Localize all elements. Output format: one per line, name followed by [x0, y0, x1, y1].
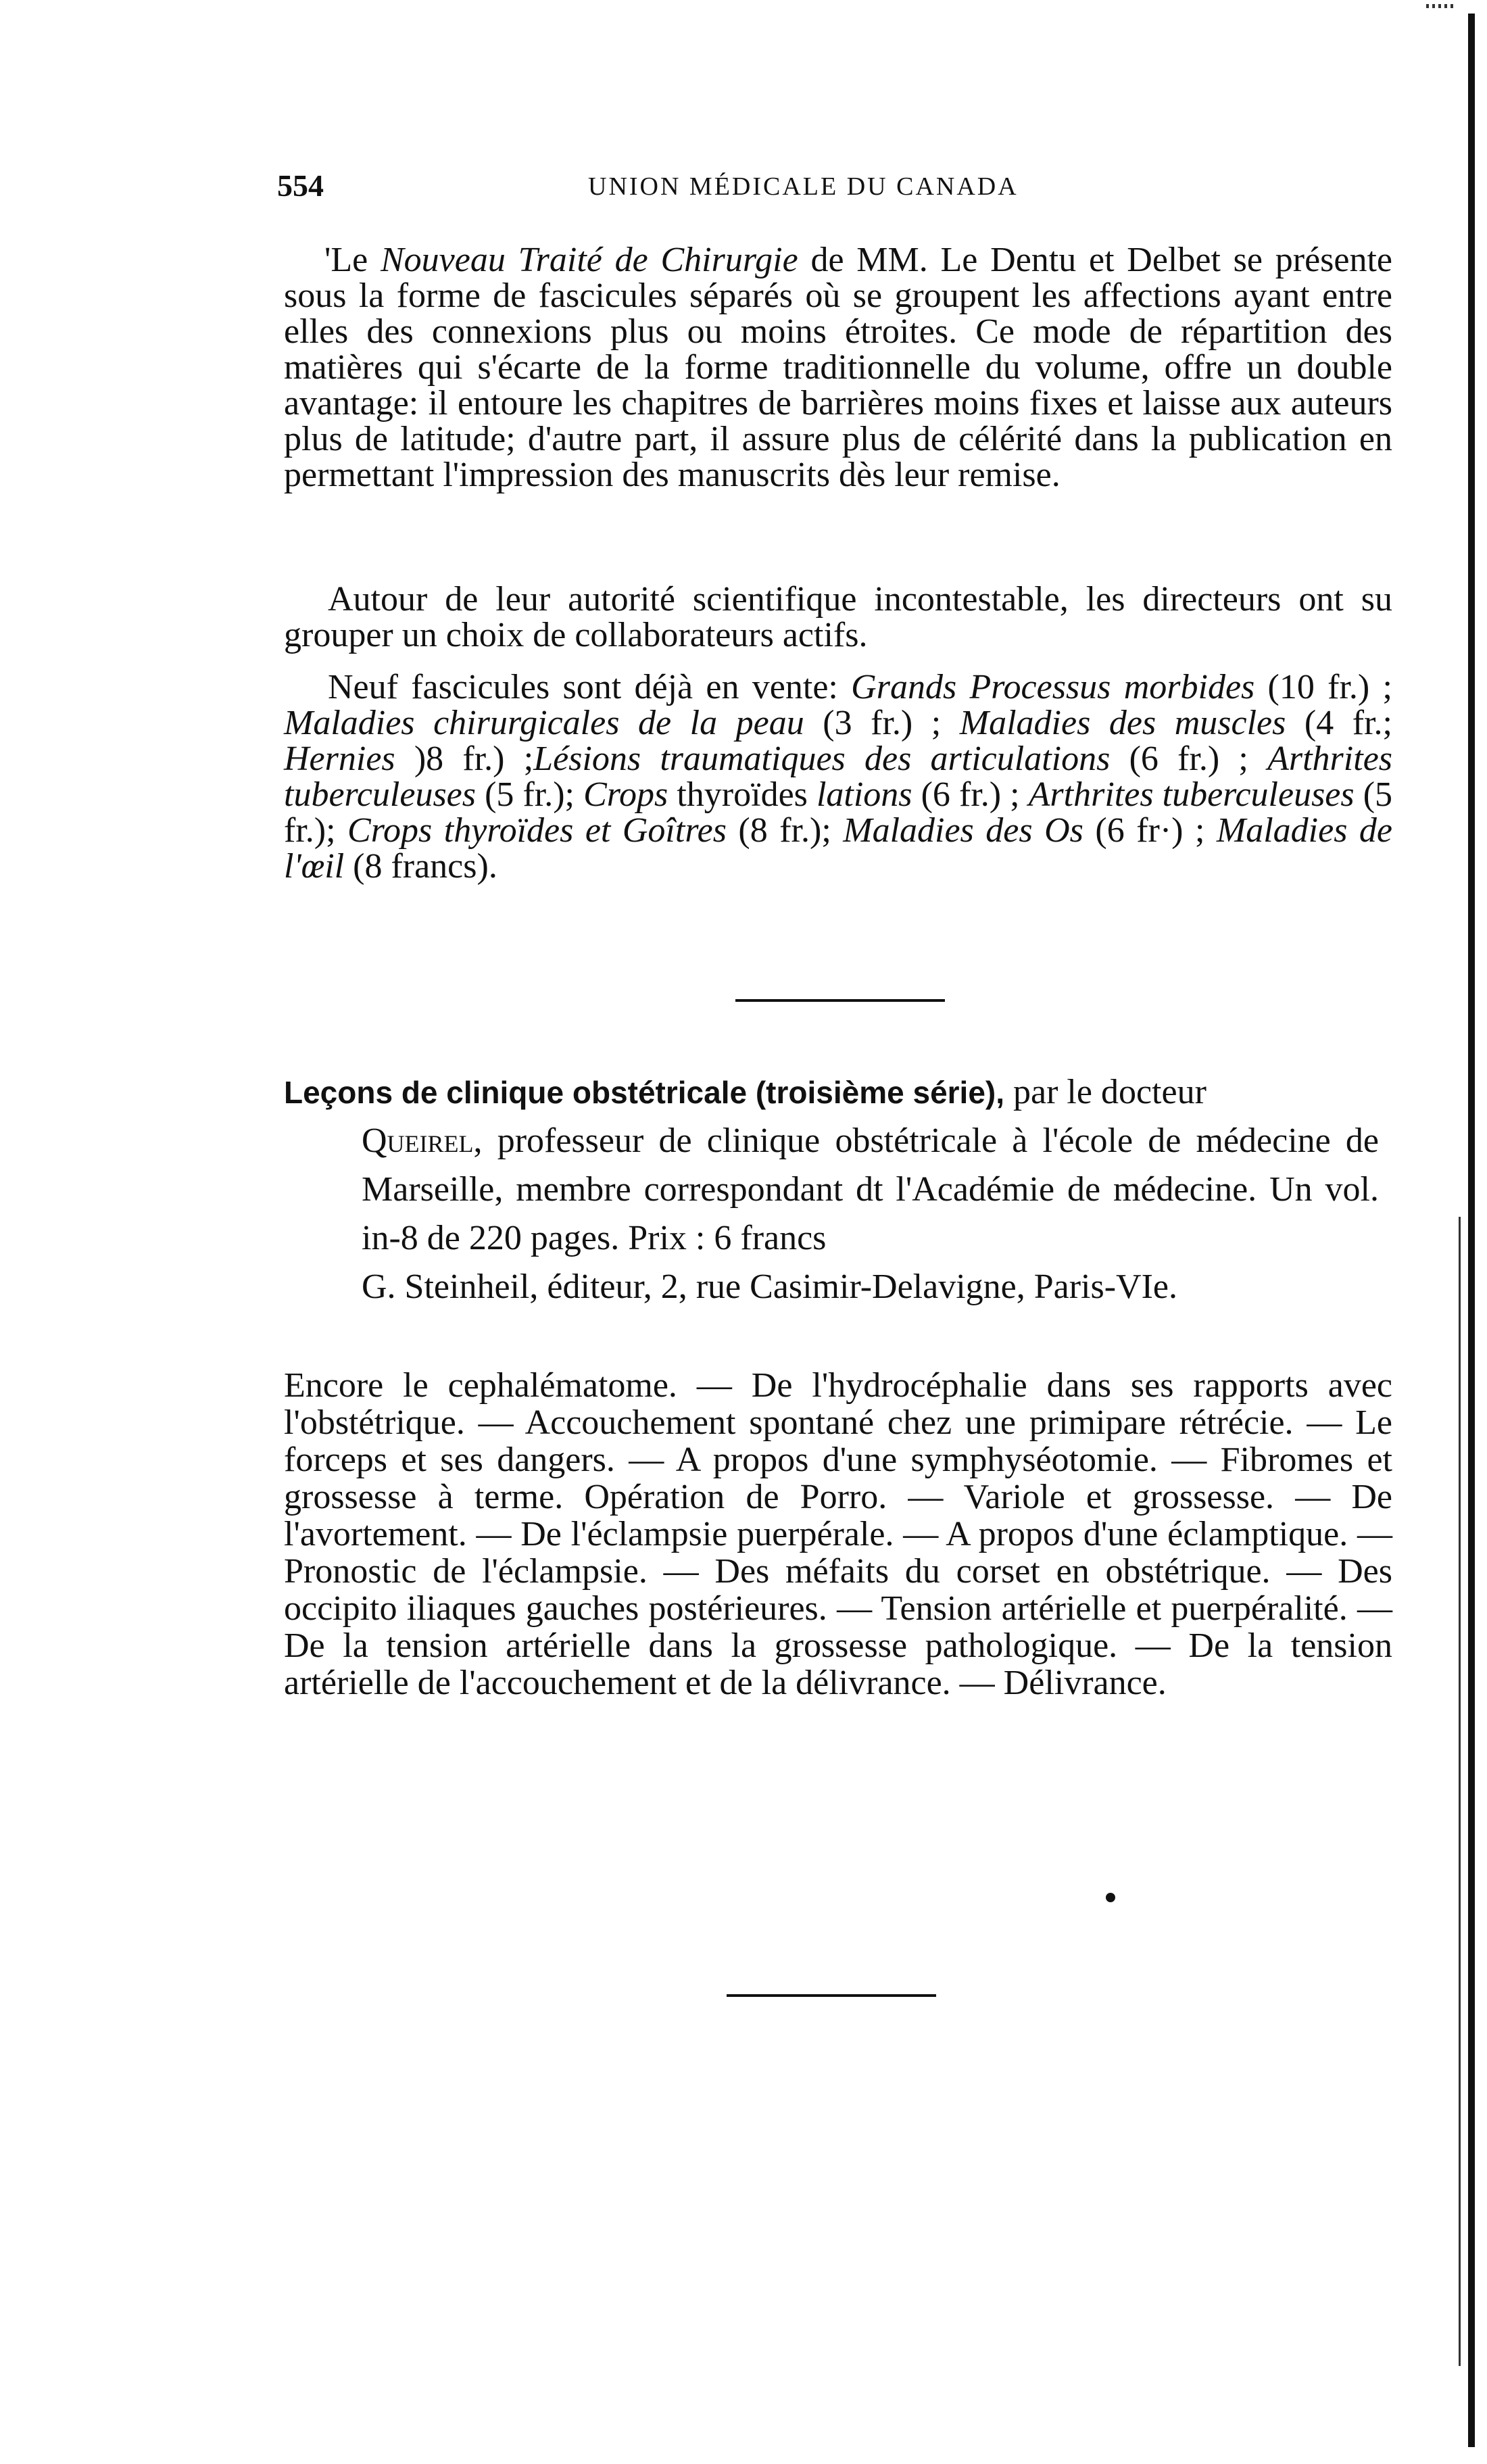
fascicle-title: Grands Processus morbides [851, 668, 1255, 706]
text-span: (4 fr.; [1286, 704, 1393, 742]
running-title: UNION MÉDICALE DU CANADA [588, 172, 1019, 201]
review-paragraph-3 [284, 669, 1392, 884]
book-title-italic: Nouveau Traité de Chirurgie [380, 241, 798, 279]
text-span: (6 fr·) ; [1083, 811, 1217, 850]
review-paragraph-2: Autour de leur autorité scientifique incontestable, les directeurs ont su grouper un choix de collaborateurs actifs. [284, 580, 1392, 654]
fascicle-title: Maladies de l'œil [284, 811, 1393, 886]
text-span: (6 fr.) ; [912, 775, 1029, 814]
text-span: de MM. Le Dentu et Delbet se présente sous la forme de fascicules séparés où se groupent les affections ayant entre elles des connexions plus ou moins étroites. Ce mode de répartition des matières qui s'écarte de la forme traditionnelle du volume, offre un double avantage: il entoure les chapitres de barrières moins fixes et laisse aux auteurs plus de latitude; d'autre part, il assure plus de célérité dans la publication en permettant l'impression des manuscrits dès leur remise. [284, 241, 1393, 494]
text-span: (8 francs). [344, 847, 497, 886]
fascicle-title: lations [816, 775, 912, 814]
text-span: professeur de clinique obstétricale à l'école de médecine de Marseille, membre correspondant dt l'Académie de médecine. Un vol. in-8 de 220 pages. Prix : 6 francs [362, 1121, 1379, 1257]
section-divider [735, 999, 945, 1002]
fascicle-title: Maladies des Os [843, 811, 1083, 850]
fascicle-title: Hernies [284, 740, 395, 778]
book-contents-list: Encore le cephalématome. — De l'hydrocéphalie dans ses rapports avec l'obstétrique. — Accouchement spontané chez une primipare rétrécie. — Le forceps et ses dangers. — A propos d'une symphyséotomie. — Fibromes et grossesse à terme. Opération de Porro. — Variole et grossesse. — De l'avortement. — De l'éclampsie puerpérale. — A propos d'une éclamptique. — Pronostic de l'éclampsie. — Des méfaits du corset en obstétrique. — Des occipito iliaques gauches postérieures. — Tension artérielle et puerpéralité. — De la tension artérielle dans la grossesse pathologique. — De la tension artérielle de l'accouchement et de la délivrance. — Délivrance. [284, 1366, 1392, 1702]
text-span: 'Le [324, 241, 381, 279]
text-span: (5 fr.); [284, 775, 1393, 850]
fascicle-title: Maladies chirurgicales de la peau [284, 704, 804, 742]
fascicle-title: Arthrites tuberculeuses [284, 740, 1393, 814]
fascicle-title: Crops [583, 775, 668, 814]
fascicle-title: Arthrites tuberculeuses [1028, 775, 1355, 814]
text-span: (8 fr.); [726, 811, 844, 850]
page-number: 554 [277, 168, 324, 203]
page-edge-border [1468, 14, 1475, 2447]
book-notice-publisher: G. Steinheil, éditeur, 2, rue Casimir-Delavigne, Paris-VIe. [362, 1267, 1177, 1306]
book-notice-author: Queirel, [362, 1121, 483, 1160]
page-edge-shadow [1459, 1217, 1461, 2366]
fascicle-title: Maladies des muscles [959, 704, 1286, 742]
text-span: )8 fr.) ; [395, 740, 534, 778]
book-notice-details [284, 1117, 1379, 1263]
text-span: thyroïdes [668, 775, 816, 814]
review-paragraph-1 [284, 242, 1392, 493]
fascicle-title: Crops thyroïdes et Goîtres [347, 811, 727, 850]
text-span: (6 fr.) ; [1110, 740, 1268, 778]
book-notice-line-1 [284, 1068, 1379, 1117]
fascicle-title: Lésions traumatiques des articulations [533, 740, 1111, 778]
text-span: (5 fr.); [476, 775, 584, 814]
text-span: Neuf fascicules sont déjà en vente: [328, 668, 852, 706]
end-divider [727, 1994, 936, 1997]
text-span: (3 fr.) ; [804, 704, 960, 742]
book-notice [284, 1068, 1379, 1311]
text-span: par le docteur [1004, 1073, 1206, 1111]
scan-speck [1426, 4, 1453, 8]
ink-dot [1106, 1893, 1115, 1902]
page-header [277, 168, 1386, 215]
text-span: (10 fr.) ; [1254, 668, 1392, 706]
book-notice-title: Leçons de clinique obstétricale (troisième série), [284, 1075, 1005, 1110]
